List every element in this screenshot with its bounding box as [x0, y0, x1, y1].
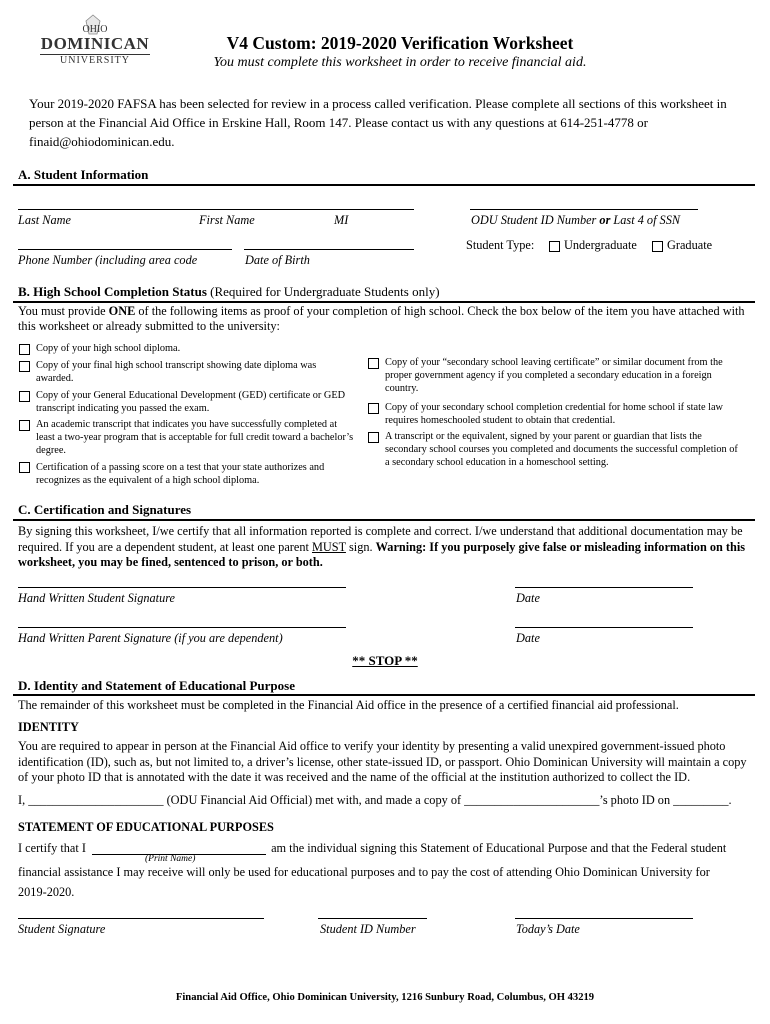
certify-start: I certify that I — [18, 841, 90, 855]
dob-label: Date of Birth — [245, 253, 310, 267]
logo-line3: UNIVERSITY — [60, 55, 130, 66]
identity-heading: IDENTITY — [18, 720, 79, 734]
hs-transcript-label: Copy of your final high school transcript showing date diploma was awarded. — [36, 360, 317, 384]
hs-diploma-checkbox[interactable] — [19, 344, 30, 355]
ged-label: Copy of your General Educational Development (GED) certificate or GED transcript indicating you passed the exam. — [36, 390, 346, 414]
parent-date-label: Date — [516, 631, 540, 645]
hs-transcript-checkbox[interactable] — [19, 361, 30, 372]
mi-label: MI — [334, 213, 349, 227]
statement-heading: STATEMENT OF EDUCATIONAL PURPOSES — [18, 820, 274, 834]
final-student-signature-label: Student Signature — [18, 922, 106, 936]
first-name-label: First Name — [199, 213, 255, 227]
academic-transcript-checkbox[interactable] — [19, 420, 30, 431]
identity-text: You are required to appear in person at the Financial Aid office to verify your identity by presenting a valid unexpired government-issued photo identification (ID), such as, but not limited to, a driver’s license, other state-issued ID, or passport. Ohio Dominican University will maintain a copy of your photo ID that is annotated with the date it was received and the name of the official at the institution authorized to collect the ID. — [18, 739, 747, 784]
graduate-label: Graduate — [667, 238, 713, 252]
odu-id-line[interactable] — [470, 209, 698, 210]
homeschool-credential-checkbox[interactable] — [368, 403, 379, 414]
print-name-label: (Print Name) — [145, 854, 196, 864]
graduate-checkbox[interactable] — [652, 241, 663, 252]
homeschool-credential-label: Copy of your secondary school completion credential for home school if state law requires homeschooled student to obtain that credential. — [385, 402, 723, 426]
final-date-label: Today’s Date — [516, 922, 580, 936]
parent-signature-label: Hand Written Parent Signature (if you are dependent) — [18, 631, 283, 645]
academic-transcript-label: An academic transcript that indicates you have successfully completed at least a two-year program that is acceptable for full credit toward a bachelor’s degree. — [36, 419, 354, 456]
ged-checkbox[interactable] — [19, 391, 30, 402]
certify-line2: financial assistance I may receive will only be used for educational purposes and to pay the cost of attending Ohio Dominican University for — [18, 865, 710, 879]
final-student-signature-line[interactable] — [18, 918, 264, 919]
section-d-intro: The remainder of this worksheet must be completed in the Financial Aid office in the presence of a certified financial aid professional. — [18, 698, 679, 712]
logo-line1: OHIO — [82, 24, 108, 35]
student-date-label: Date — [516, 591, 540, 605]
page-subtitle: You must complete this worksheet in order to receive financial aid. — [213, 55, 587, 70]
logo-line2: DOMINICAN — [40, 34, 150, 53]
foreign-certificate-label: Copy of your “secondary school leaving certificate” or similar document from the proper government agency if you completed a secondary education in a foreign country. — [385, 357, 723, 394]
student-signature-line[interactable] — [18, 587, 346, 588]
final-student-id-line[interactable] — [318, 918, 427, 919]
homeschool-transcript-label: A transcript or the equivalent, signed by your parent or guardian that lists the secondary school courses you completed and documents the successful completion of a secondary school education in a homeschool setting. — [385, 431, 738, 468]
phone-line[interactable] — [18, 249, 232, 250]
odu-id-label: ODU Student ID Number or Last 4 of SSN — [471, 213, 681, 227]
undergraduate-checkbox[interactable] — [549, 241, 560, 252]
test-score-checkbox[interactable] — [19, 462, 30, 473]
section-c-heading: C. Certification and Signatures — [18, 502, 192, 517]
intro-paragraph: Your 2019-2020 FAFSA has been selected for review in a process called verification. Please complete all sections of this worksheet in person at the Financial Aid Office in Erskine Hall, Room 147. Please contact us with any questions at 614-251-4778 or finaid@ohiodominican.edu. — [29, 96, 727, 149]
page-title: V4 Custom: 2019-2020 Verification Worksheet — [226, 33, 574, 53]
final-date-line[interactable] — [515, 918, 693, 919]
student-signature-label: Hand Written Student Signature — [18, 591, 176, 605]
page-footer: Financial Aid Office, Ohio Dominican University, 1216 Sunbury Road, Columbus, OH 43219 — [175, 992, 595, 1003]
stop-notice: ** STOP ** — [352, 653, 418, 668]
section-b-intro: You must provide ONE of the following items as proof of your completion of high school. Check the box below of the item you have attached with this worksheet or already submitted to the university: — [18, 304, 745, 333]
phone-label: Phone Number (including area code — [18, 253, 198, 267]
foreign-certificate-checkbox[interactable] — [368, 358, 379, 369]
final-student-id-label: Student ID Number — [320, 922, 416, 936]
parent-signature-line[interactable] — [18, 627, 346, 628]
certify-end: am the individual signing this Statement of Educational Purpose and that the Federal student — [268, 841, 727, 855]
section-a-heading: A. Student Information — [18, 167, 149, 182]
section-d-heading: D. Identity and Statement of Educational Purpose — [18, 678, 295, 693]
certification-text: By signing this worksheet, I/we certify that all information reported is complete and correct. I/we understand that additional documentation may be required. If you are a dependent student, at least one parent MUST sign. Warning: If you purposely give false or misleading information on this worksheet, you may be fined, sentenced to prison, or both. — [18, 524, 746, 569]
parent-date-line[interactable] — [515, 627, 693, 628]
university-logo — [30, 14, 160, 70]
homeschool-transcript-checkbox[interactable] — [368, 432, 379, 443]
student-date-line[interactable] — [515, 587, 693, 588]
last-name-line[interactable] — [18, 209, 414, 210]
section-b-heading: B. High School Completion Status (Required for Undergraduate Students only) — [18, 284, 440, 299]
test-score-label: Certification of a passing score on a test that your state authorizes and recognizes as the equivalent of a high school diploma. — [36, 462, 325, 486]
student-type-label: Student Type: — [466, 238, 535, 252]
official-statement: I, ______________________ (ODU Financial Aid Official) met with, and made a copy of ______________________’s photo ID on _________. — [18, 793, 732, 807]
certify-line3: 2019-2020. — [18, 885, 75, 899]
undergraduate-label: Undergraduate — [564, 238, 637, 252]
hs-diploma-label: Copy of your high school diploma. — [36, 343, 181, 354]
last-name-label: Last Name — [18, 213, 71, 227]
dob-line[interactable] — [244, 249, 414, 250]
